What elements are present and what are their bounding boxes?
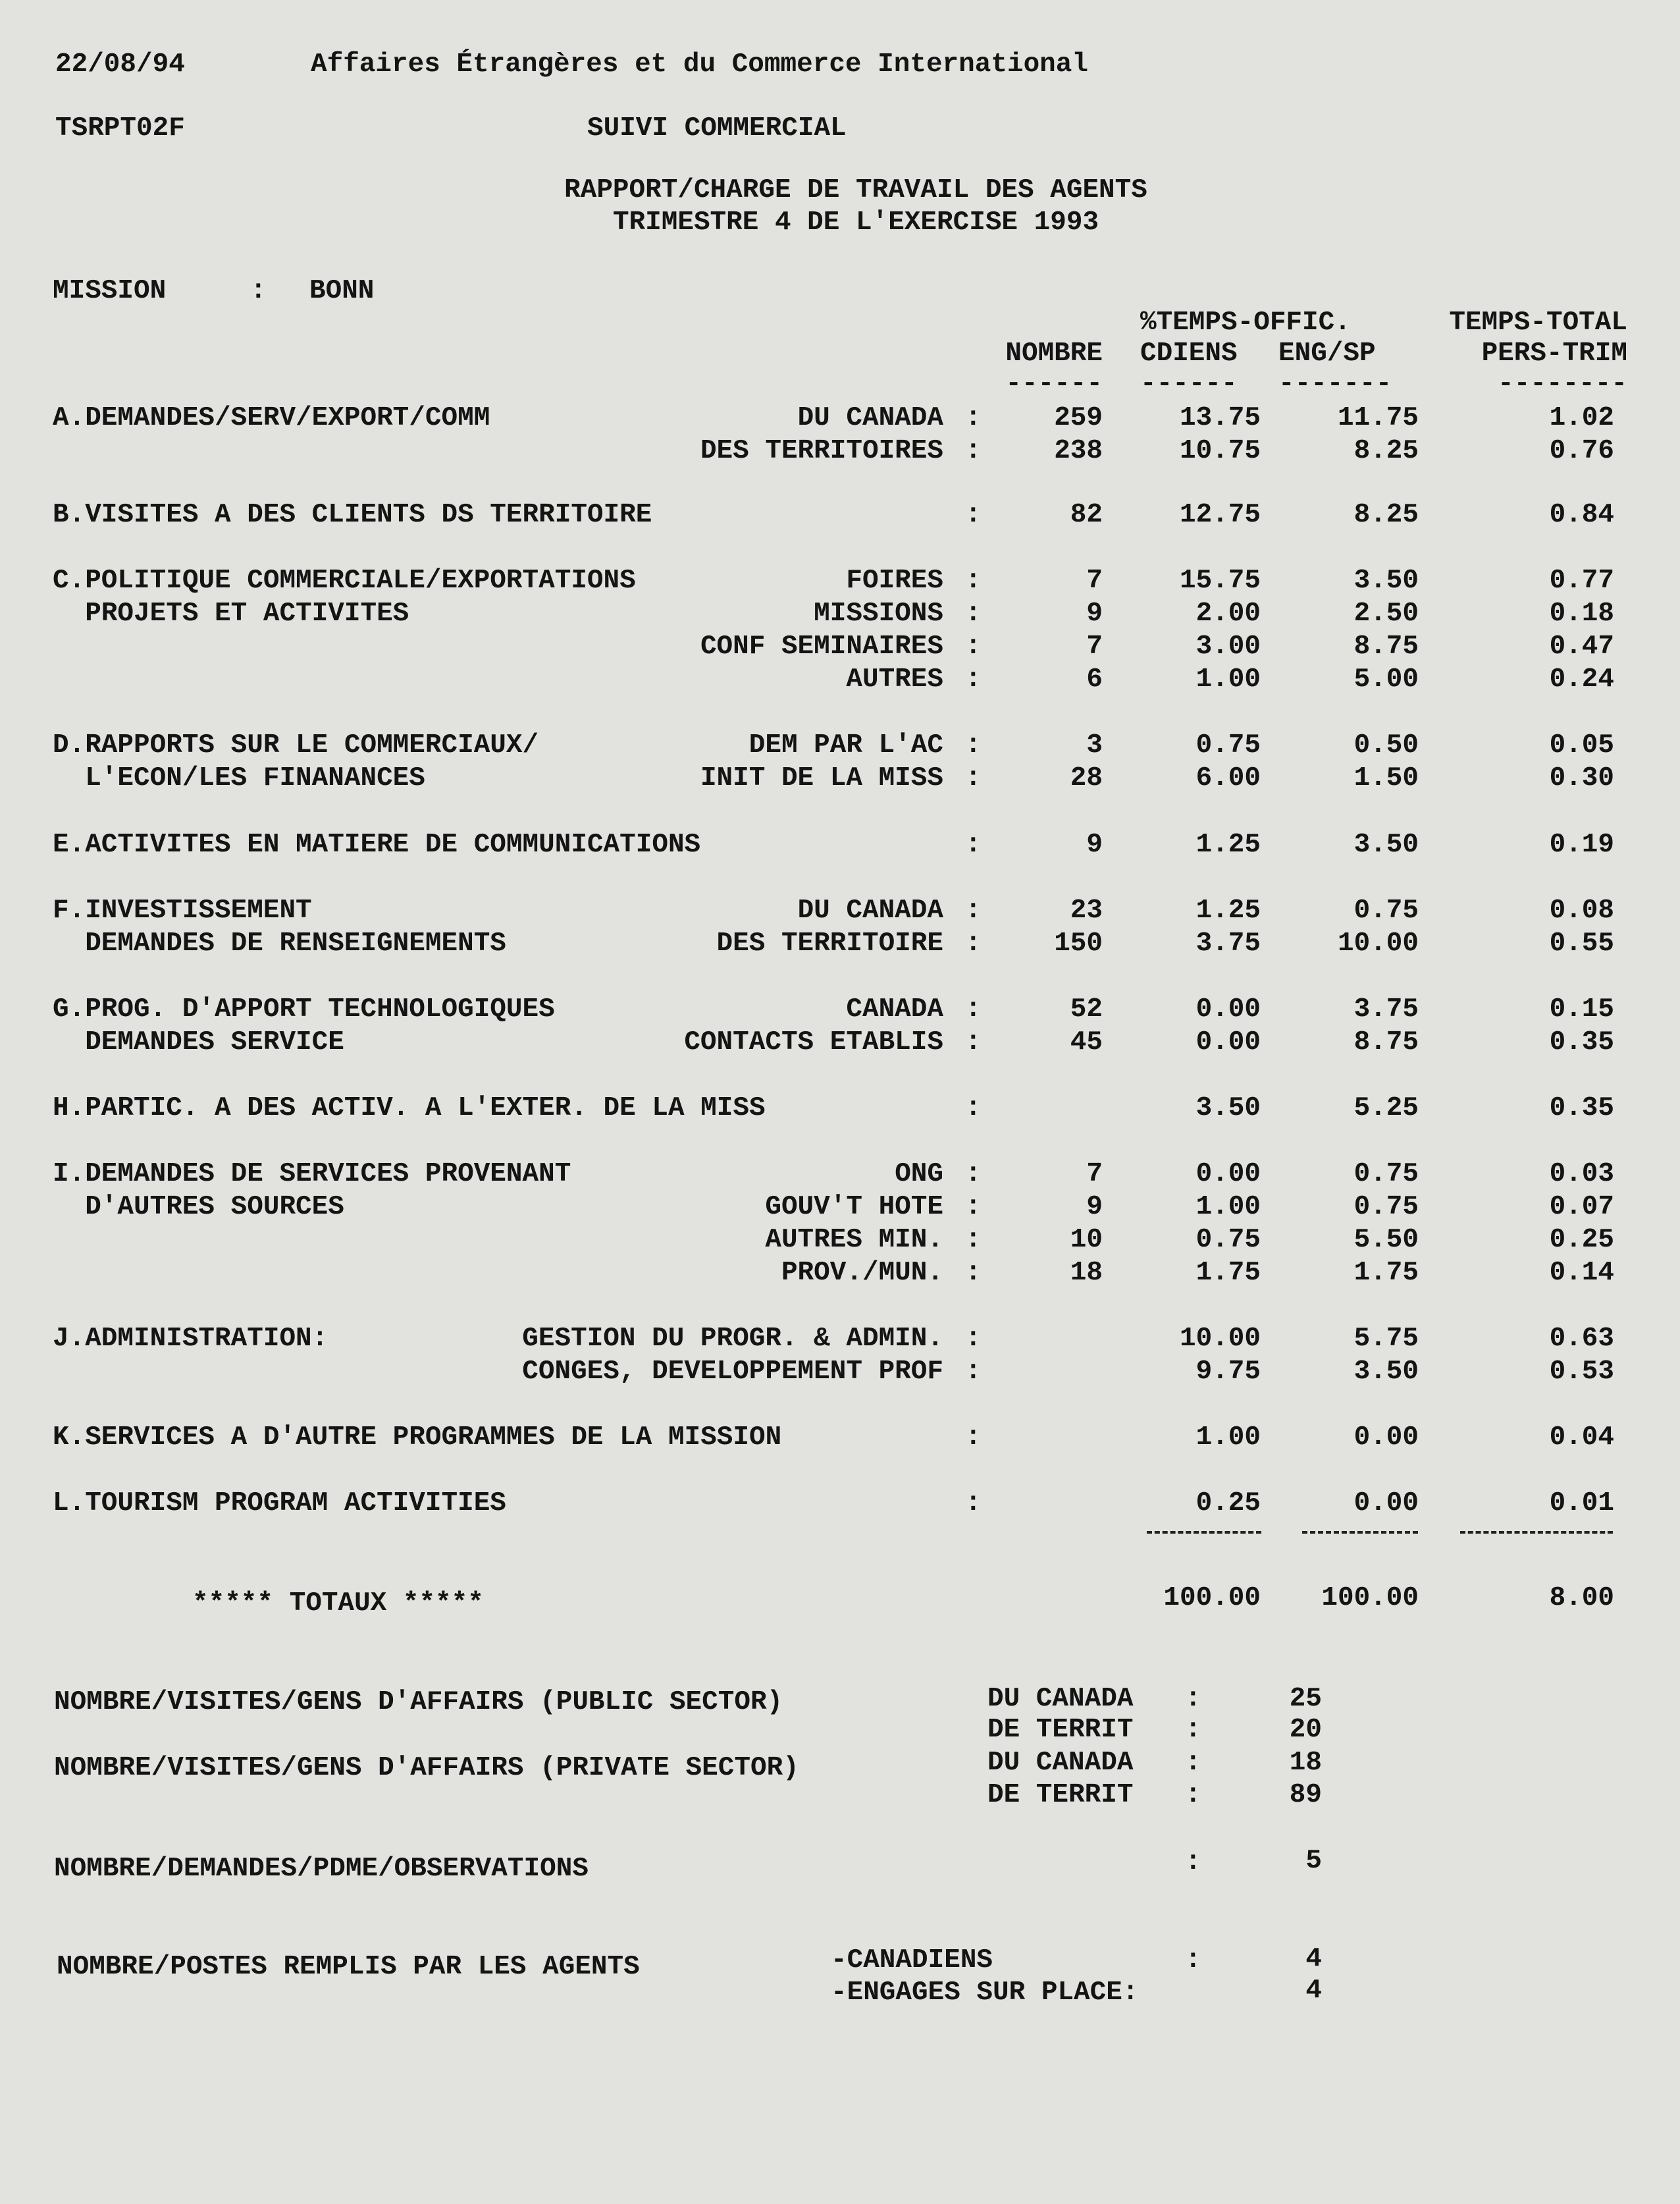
row-pers-trim: 0.04: [1549, 1422, 1614, 1453]
public-de-territ-sep: :: [1185, 1715, 1201, 1745]
row-category-label: PROJETS ET ACTIVITES: [53, 599, 409, 629]
row-nombre: 23: [1070, 896, 1103, 926]
row-pers-trim: 0.24: [1549, 664, 1614, 695]
row-separator: :: [965, 994, 982, 1025]
report-period: TRIMESTRE 4 DE L'EXERCISE 1993: [612, 207, 1099, 238]
row-nombre: 9: [1086, 599, 1103, 629]
row-separator: :: [965, 599, 982, 629]
totals-rule-engsp: [1302, 1531, 1418, 1534]
row-category-label: DEMANDES DE RENSEIGNEMENTS: [53, 928, 506, 959]
row-separator: :: [965, 1093, 982, 1123]
row-subcategory-label: GOUV'T HOTE: [765, 1192, 943, 1222]
pdme-sep: :: [1185, 1847, 1201, 1877]
row-cdiens: 10.00: [1179, 1324, 1261, 1354]
row-engsp: 2.50: [1353, 599, 1419, 629]
row-subcategory-label: AUTRES MIN.: [765, 1225, 943, 1255]
pdme-label: NOMBRE/DEMANDES/PDME/OBSERVATIONS: [54, 1854, 589, 1884]
row-engsp: 10.00: [1337, 928, 1419, 959]
row-pers-trim: 0.77: [1549, 566, 1614, 596]
row-engsp: 8.25: [1353, 436, 1419, 466]
row-pers-trim: 0.15: [1549, 994, 1614, 1025]
row-engsp: 8.25: [1353, 500, 1419, 530]
row-category-label: I.DEMANDES DE SERVICES PROVENANT: [53, 1159, 571, 1189]
row-cdiens: 3.50: [1195, 1093, 1261, 1123]
public-sector-label: NOMBRE/VISITES/GENS D'AFFAIRS (PUBLIC SECTOR): [54, 1687, 783, 1717]
row-pers-trim: 0.55: [1549, 928, 1614, 959]
row-category-label: D'AUTRES SOURCES: [53, 1192, 344, 1222]
row-separator: :: [965, 1357, 982, 1387]
row-separator: :: [965, 1192, 982, 1222]
row-separator: :: [965, 1159, 982, 1189]
row-engsp: 0.50: [1353, 730, 1419, 761]
row-pers-trim: 0.76: [1549, 436, 1614, 466]
private-sector-label: NOMBRE/VISITES/GENS D'AFFAIRS (PRIVATE SECTOR): [54, 1753, 799, 1783]
row-nombre: 52: [1070, 994, 1103, 1025]
row-pers-trim: 0.53: [1549, 1357, 1614, 1387]
row-cdiens: 0.00: [1195, 1027, 1261, 1058]
row-nombre: 3: [1086, 730, 1103, 761]
row-pers-trim: 0.05: [1549, 730, 1614, 761]
row-subcategory-label: CONGES, DEVELOPPEMENT PROF: [522, 1357, 943, 1387]
row-subcategory-label: MISSIONS: [814, 599, 943, 629]
row-category-label: G.PROG. D'APPORT TECHNOLOGIQUES: [53, 994, 555, 1025]
row-pers-trim: 0.47: [1549, 632, 1614, 662]
row-category-label: D.RAPPORTS SUR LE COMMERCIAUX/: [53, 730, 539, 761]
row-cdiens: 1.75: [1195, 1258, 1261, 1288]
row-subcategory-label: DU CANADA: [797, 896, 943, 926]
totals-engsp: 100.00: [1321, 1583, 1419, 1613]
row-engsp: 0.75: [1353, 896, 1419, 926]
row-subcategory-label: INIT DE LA MISS: [700, 763, 943, 793]
row-engsp: 3.50: [1353, 1357, 1419, 1387]
col-group-pct-temps: %TEMPS-OFFIC.: [1140, 308, 1351, 338]
row-category-label: B.VISITES A DES CLIENTS DS TERRITOIRE: [53, 500, 652, 530]
row-pers-trim: 0.03: [1549, 1159, 1614, 1189]
row-nombre: 9: [1086, 830, 1103, 860]
row-separator: :: [965, 896, 982, 926]
row-separator: :: [965, 1324, 982, 1354]
row-engsp: 0.00: [1353, 1422, 1419, 1453]
col-underline-engsp: -------: [1278, 369, 1392, 399]
row-subcategory-label: FOIRES: [846, 566, 943, 596]
engages-label: -ENGAGES SUR PLACE:: [831, 1977, 1139, 2008]
row-cdiens: 1.25: [1195, 830, 1261, 860]
private-de-territ-sep: :: [1185, 1780, 1201, 1810]
row-category-label: K.SERVICES A D'AUTRE PROGRAMMES DE LA MISSION: [53, 1422, 782, 1453]
engages-value: 4: [1305, 1976, 1322, 2006]
row-cdiens: 1.25: [1195, 896, 1261, 926]
private-du-canada-sep: :: [1185, 1748, 1201, 1778]
row-engsp: 5.50: [1353, 1225, 1419, 1255]
private-du-canada-label: DU CANADA: [987, 1748, 1134, 1778]
col-header-cdiens: CDIENS: [1140, 338, 1238, 369]
col-header-engsp: ENG/SP: [1278, 338, 1376, 369]
public-du-canada-sep: :: [1185, 1684, 1201, 1714]
row-engsp: 8.75: [1353, 1027, 1419, 1058]
row-pers-trim: 0.08: [1549, 896, 1614, 926]
row-subcategory-label: DEM PAR L'AC: [748, 730, 943, 761]
row-category-label: DEMANDES SERVICE: [53, 1027, 344, 1058]
row-separator: :: [965, 1225, 982, 1255]
col-underline-pers-trim: --------: [1498, 369, 1627, 399]
row-nombre: 18: [1070, 1258, 1103, 1288]
row-engsp: 11.75: [1337, 403, 1419, 433]
row-engsp: 1.75: [1353, 1258, 1419, 1288]
row-cdiens: 1.00: [1195, 1422, 1261, 1453]
row-separator: :: [965, 436, 982, 466]
postes-label: NOMBRE/POSTES REMPLIS PAR LES AGENTS: [57, 1952, 640, 1982]
row-category-label: L'ECON/LES FINANANCES: [53, 763, 425, 793]
row-engsp: 3.50: [1353, 830, 1419, 860]
row-engsp: 5.75: [1353, 1324, 1419, 1354]
row-engsp: 5.00: [1353, 664, 1419, 695]
row-separator: :: [965, 664, 982, 695]
row-separator: :: [965, 1027, 982, 1058]
row-separator: :: [965, 632, 982, 662]
row-separator: :: [965, 566, 982, 596]
row-nombre: 7: [1086, 1159, 1103, 1189]
row-subcategory-label: CONTACTS ETABLIS: [684, 1027, 943, 1058]
row-nombre: 28: [1070, 763, 1103, 793]
mission-value: BONN: [309, 276, 375, 306]
row-cdiens: 15.75: [1179, 566, 1261, 596]
row-engsp: 0.75: [1353, 1192, 1419, 1222]
row-nombre: 150: [1054, 928, 1103, 959]
department-name: Affaires Étrangères et du Commerce International: [311, 49, 1088, 80]
row-separator: :: [965, 928, 982, 959]
pdme-value: 5: [1305, 1846, 1322, 1876]
mission-separator: :: [250, 276, 267, 306]
row-engsp: 5.25: [1353, 1093, 1419, 1123]
public-du-canada-value: 25: [1289, 1684, 1322, 1714]
row-cdiens: 3.00: [1195, 632, 1261, 662]
public-du-canada-label: DU CANADA: [987, 1684, 1134, 1714]
col-group-temps-total: TEMPS-TOTAL: [1449, 308, 1627, 338]
row-cdiens: 12.75: [1179, 500, 1261, 530]
row-category-label: H.PARTIC. A DES ACTIV. A L'EXTER. DE LA MISS: [53, 1093, 766, 1123]
col-header-nombre: NOMBRE: [1005, 338, 1103, 369]
public-de-territ-label: DE TERRIT: [987, 1715, 1134, 1745]
report-code: TSRPT02F: [55, 113, 185, 144]
row-nombre: 259: [1054, 403, 1103, 433]
row-separator: :: [965, 730, 982, 761]
row-pers-trim: 0.30: [1549, 763, 1614, 793]
row-separator: :: [965, 763, 982, 793]
totals-rule-pers-trim: [1460, 1531, 1613, 1534]
public-de-territ-value: 20: [1289, 1715, 1322, 1745]
row-nombre: 238: [1054, 436, 1103, 466]
row-engsp: 0.00: [1353, 1488, 1419, 1519]
row-pers-trim: 0.01: [1549, 1488, 1614, 1519]
row-nombre: 7: [1086, 566, 1103, 596]
row-separator: :: [965, 500, 982, 530]
col-header-pers-trim: PERS-TRIM: [1481, 338, 1627, 369]
row-engsp: 0.75: [1353, 1159, 1419, 1189]
private-de-territ-label: DE TERRIT: [987, 1780, 1134, 1810]
private-du-canada-value: 18: [1289, 1748, 1322, 1778]
row-nombre: 9: [1086, 1192, 1103, 1222]
row-cdiens: 1.00: [1195, 1192, 1261, 1222]
col-underline-cdiens: ------: [1140, 369, 1238, 399]
row-pers-trim: 0.63: [1549, 1324, 1614, 1354]
row-separator: :: [965, 830, 982, 860]
row-category-label: E.ACTIVITES EN MATIERE DE COMMUNICATIONS: [53, 830, 701, 860]
row-engsp: 3.50: [1353, 566, 1419, 596]
row-cdiens: 0.75: [1195, 730, 1261, 761]
row-cdiens: 0.75: [1195, 1225, 1261, 1255]
row-pers-trim: 0.19: [1549, 830, 1614, 860]
row-category-label: J.ADMINISTRATION:: [53, 1324, 328, 1354]
row-separator: :: [965, 1258, 982, 1288]
row-pers-trim: 0.25: [1549, 1225, 1614, 1255]
row-pers-trim: 1.02: [1549, 403, 1614, 433]
canadiens-value: 4: [1305, 1944, 1322, 1974]
row-nombre: 82: [1070, 500, 1103, 530]
mission-label: MISSION: [53, 276, 167, 306]
row-category-label: A.DEMANDES/SERV/EXPORT/COMM: [53, 403, 490, 433]
row-pers-trim: 0.35: [1549, 1093, 1614, 1123]
row-subcategory-label: CANADA: [846, 994, 943, 1025]
totals-rule-cdiens: [1147, 1531, 1261, 1534]
row-engsp: 3.75: [1353, 994, 1419, 1025]
row-pers-trim: 0.84: [1549, 500, 1614, 530]
row-subcategory-label: GESTION DU PROGR. & ADMIN.: [522, 1324, 943, 1354]
row-cdiens: 0.00: [1195, 994, 1261, 1025]
row-cdiens: 10.75: [1179, 436, 1261, 466]
system-name: SUIVI COMMERCIAL: [587, 113, 847, 144]
row-cdiens: 6.00: [1195, 763, 1261, 793]
totals-cdiens: 100.00: [1163, 1583, 1261, 1613]
row-subcategory-label: DES TERRITOIRES: [700, 436, 943, 466]
row-pers-trim: 0.18: [1549, 599, 1614, 629]
row-subcategory-label: AUTRES: [846, 664, 943, 695]
row-cdiens: 2.00: [1195, 599, 1261, 629]
row-nombre: 10: [1070, 1225, 1103, 1255]
row-cdiens: 9.75: [1195, 1357, 1261, 1387]
row-nombre: 45: [1070, 1027, 1103, 1058]
row-cdiens: 3.75: [1195, 928, 1261, 959]
row-subcategory-label: PROV./MUN.: [781, 1258, 943, 1288]
row-nombre: 7: [1086, 632, 1103, 662]
report-title: RAPPORT/CHARGE DE TRAVAIL DES AGENTS: [564, 175, 1147, 205]
report-date: 22/08/94: [55, 49, 185, 80]
row-separator: :: [965, 1422, 982, 1453]
row-pers-trim: 0.35: [1549, 1027, 1614, 1058]
row-pers-trim: 0.07: [1549, 1192, 1614, 1222]
totals-pers-trim: 8.00: [1549, 1583, 1614, 1613]
row-cdiens: 0.25: [1195, 1488, 1261, 1519]
row-separator: :: [965, 1488, 982, 1519]
canadiens-label: -CANADIENS: [831, 1945, 993, 1976]
row-category-label: C.POLITIQUE COMMERCIALE/EXPORTATIONS: [53, 566, 636, 596]
row-subcategory-label: DES TERRITOIRE: [716, 928, 943, 959]
row-engsp: 8.75: [1353, 632, 1419, 662]
row-category-label: F.INVESTISSEMENT: [53, 896, 312, 926]
row-separator: :: [965, 403, 982, 433]
row-subcategory-label: CONF SEMINAIRES: [700, 632, 943, 662]
row-cdiens: 0.00: [1195, 1159, 1261, 1189]
row-nombre: 6: [1086, 664, 1103, 695]
row-cdiens: 1.00: [1195, 664, 1261, 695]
row-cdiens: 13.75: [1179, 403, 1261, 433]
row-engsp: 1.50: [1353, 763, 1419, 793]
col-underline-nombre: ------: [1005, 369, 1103, 399]
totals-label: ***** TOTAUX *****: [192, 1588, 484, 1619]
row-subcategory-label: ONG: [895, 1159, 943, 1189]
canadiens-sep: :: [1185, 1945, 1201, 1976]
private-de-territ-value: 89: [1289, 1780, 1322, 1810]
row-subcategory-label: DU CANADA: [797, 403, 943, 433]
row-pers-trim: 0.14: [1549, 1258, 1614, 1288]
row-category-label: L.TOURISM PROGRAM ACTIVITIES: [53, 1488, 506, 1519]
